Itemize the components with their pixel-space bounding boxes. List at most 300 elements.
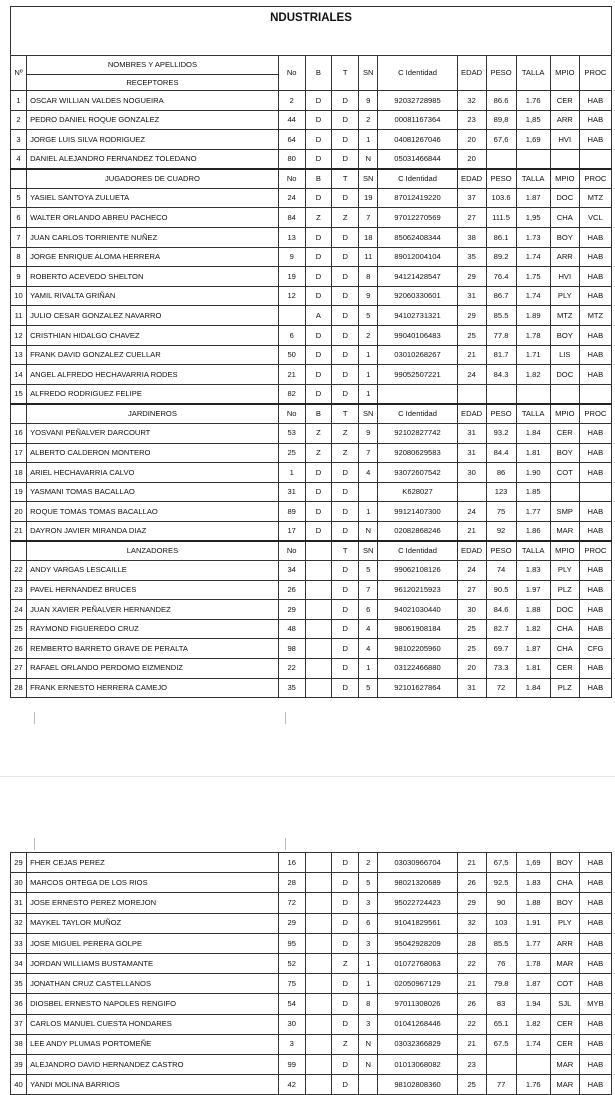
cell-row-number: 11 <box>11 306 27 326</box>
cell-age: 21 <box>457 853 486 873</box>
cell-sn: 2 <box>359 110 378 130</box>
section-header-height: TALLA <box>516 169 550 188</box>
cell-throws: D <box>332 933 359 953</box>
section-header-row <box>11 404 612 423</box>
cell-bats <box>305 600 332 620</box>
cell-throws: D <box>332 188 359 208</box>
section-header-height: TALLA <box>516 404 550 423</box>
table-row <box>11 1075 612 1095</box>
cell-player-name: DANIEL ALEJANDRO FERNANDEZ TOLEDANO <box>27 149 279 169</box>
cell-municipality <box>550 149 579 169</box>
cell-player-name: WALTER ORLANDO ABREU PACHECO <box>27 208 279 228</box>
cell-sn: 1 <box>359 130 378 150</box>
cell-row-number: 3 <box>11 130 27 150</box>
cell-row-number: 7 <box>11 228 27 248</box>
cell-weight: 86.1 <box>486 228 516 248</box>
cell-province: HAB <box>579 110 611 130</box>
cell-id-number: 95022724423 <box>378 893 457 913</box>
cell-bats <box>305 1075 332 1095</box>
cell-player-name: YAMIL RIVALTA GRIÑAN <box>27 286 279 306</box>
cell-bats <box>305 873 332 893</box>
cell-id-number: 03122466880 <box>378 658 457 678</box>
table-row <box>11 188 612 208</box>
cell-id-number: 91041829561 <box>378 913 457 933</box>
cell-player-name: LEE ANDY PLUMAS PORTOMEÑE <box>27 1034 279 1054</box>
table-row <box>11 953 612 973</box>
cell-province: HAB <box>579 423 611 443</box>
cell-throws: D <box>332 853 359 873</box>
cell-sn: 3 <box>359 893 378 913</box>
cell-jersey-number: 28 <box>278 873 305 893</box>
cell-row-number: 39 <box>11 1054 27 1074</box>
cell-province: HAB <box>579 91 611 111</box>
cell-throws: D <box>332 1054 359 1074</box>
cell-id-number: 92060330601 <box>378 286 457 306</box>
cell-municipality: MAR <box>550 1075 579 1095</box>
table-row <box>11 893 612 913</box>
cell-player-name: YOSVANI PEÑALVER DARCOURT <box>27 423 279 443</box>
cell-sn: 5 <box>359 560 378 580</box>
cell-sn: 8 <box>359 267 378 287</box>
cell-row-number: 16 <box>11 423 27 443</box>
cell-weight: 72 <box>486 678 516 698</box>
cell-height: 1.83 <box>516 560 550 580</box>
cell-province: HAB <box>579 1054 611 1074</box>
cell-jersey-number: 84 <box>278 208 305 228</box>
section-header-id-number: C Identidad <box>378 169 457 188</box>
cell-row-number: 30 <box>11 873 27 893</box>
cell-province <box>579 482 611 502</box>
cell-throws: D <box>332 345 359 365</box>
cell-age: 29 <box>457 893 486 913</box>
cell-sn: 5 <box>359 306 378 326</box>
cell-sn: 1 <box>359 365 378 385</box>
cell-jersey-number: 50 <box>278 345 305 365</box>
cell-row-number: 1 <box>11 91 27 111</box>
cell-age: 31 <box>457 443 486 463</box>
cell-height: 1.76 <box>516 1075 550 1095</box>
cell-player-name: ALBERTO CALDERON MONTERO <box>27 443 279 463</box>
cell-player-name: RAYMOND FIGUEREDO CRUZ <box>27 619 279 639</box>
cell-municipality: BOY <box>550 326 579 346</box>
cell-age: 31 <box>457 678 486 698</box>
cell-weight: 111.5 <box>486 208 516 228</box>
cell-jersey-number: 22 <box>278 658 305 678</box>
cell-height: 1.87 <box>516 188 550 208</box>
cell-height: 1.91 <box>516 913 550 933</box>
section-header-jersey-number: No <box>278 541 305 560</box>
cell-row-number: 13 <box>11 345 27 365</box>
cell-sn: 3 <box>359 933 378 953</box>
cell-municipality: MAR <box>550 1054 579 1074</box>
cell-weight: 103 <box>486 913 516 933</box>
cell-height: 1.74 <box>516 1034 550 1054</box>
cell-bats <box>305 639 332 659</box>
cell-row-number: 24 <box>11 600 27 620</box>
cell-player-name: JORGE ENRIQUE ALOMA HERRERA <box>27 247 279 267</box>
header-talla: TALLA <box>516 56 550 91</box>
section-header-throws: T <box>332 541 359 560</box>
cell-municipality: BOY <box>550 893 579 913</box>
cell-id-number: 01041268446 <box>378 1014 457 1034</box>
cell-jersey-number: 2 <box>278 91 305 111</box>
cell-player-name: JUAN XAVIER PEÑALVER HERNANDEZ <box>27 600 279 620</box>
cell-height: 1.87 <box>516 974 550 994</box>
cell-bats <box>305 953 332 973</box>
section-label: LANZADORES <box>27 541 279 560</box>
cell-player-name: DIOSBEL ERNESTO NAPOLES RENGIFO <box>27 994 279 1014</box>
cell-height: 1.90 <box>516 463 550 483</box>
cell-weight: 81.7 <box>486 345 516 365</box>
cell-player-name: CRISTHIAN HIDALGO CHAVEZ <box>27 326 279 346</box>
cell-id-number: 98021320689 <box>378 873 457 893</box>
cell-sn: 1 <box>359 345 378 365</box>
cell-weight: 79.8 <box>486 974 516 994</box>
roster-table-continued <box>10 852 612 1095</box>
cell-weight <box>486 384 516 404</box>
cell-throws: D <box>332 110 359 130</box>
cell-jersey-number: 9 <box>278 247 305 267</box>
section-header-province: PROC <box>579 169 611 188</box>
table-row <box>11 913 612 933</box>
cell-height: 1.84 <box>516 678 550 698</box>
cell-player-name: FRANK DAVID GONZALEZ CUELLAR <box>27 345 279 365</box>
roster-table <box>10 6 612 698</box>
cell-throws: D <box>332 306 359 326</box>
cell-player-name: YASMANI TOMAS BACALLAO <box>27 482 279 502</box>
cell-bats: D <box>305 521 332 541</box>
cell-municipality <box>550 482 579 502</box>
cell-height: 1,95 <box>516 208 550 228</box>
cell-weight: 86.7 <box>486 286 516 306</box>
cell-row-number: 20 <box>11 502 27 522</box>
table-row <box>11 228 612 248</box>
cell-height: 1.74 <box>516 286 550 306</box>
cell-jersey-number: 1 <box>278 463 305 483</box>
cell-age: 31 <box>457 286 486 306</box>
cell-sn: N <box>359 149 378 169</box>
cell-weight <box>486 1054 516 1074</box>
cell-age: 20 <box>457 130 486 150</box>
table-row <box>11 678 612 698</box>
table-row <box>11 110 612 130</box>
cell-province: HAB <box>579 560 611 580</box>
cell-row-number: 21 <box>11 521 27 541</box>
cell-province: HAB <box>579 228 611 248</box>
cell-municipality: CER <box>550 658 579 678</box>
cell-bats: D <box>305 91 332 111</box>
section-header-id-number: C Identidad <box>378 404 457 423</box>
cell-throws: D <box>332 502 359 522</box>
cell-age: 20 <box>457 658 486 678</box>
cell-weight: 69.7 <box>486 639 516 659</box>
cell-throws: D <box>332 639 359 659</box>
cell-throws: D <box>332 228 359 248</box>
cell-row-number: 33 <box>11 933 27 953</box>
cell-municipality: SMP <box>550 502 579 522</box>
cell-jersey-number: 54 <box>278 994 305 1014</box>
cell-height: 1.86 <box>516 521 550 541</box>
section-header-sn: SN <box>359 169 378 188</box>
cell-age: 25 <box>457 639 486 659</box>
cell-weight: 92.5 <box>486 873 516 893</box>
cell-province: HAB <box>579 1075 611 1095</box>
section-header-height: TALLA <box>516 541 550 560</box>
cell-height: 1.82 <box>516 365 550 385</box>
cell-weight <box>486 149 516 169</box>
cell-municipality: MTZ <box>550 306 579 326</box>
cell-bats <box>305 853 332 873</box>
cell-player-name: JUAN CARLOS TORRIENTE NUÑEZ <box>27 228 279 248</box>
cell-weight: 67.5 <box>486 1034 516 1054</box>
table-row <box>11 443 612 463</box>
table-row <box>11 326 612 346</box>
header-t: T <box>332 56 359 91</box>
header-edad: EDAD <box>457 56 486 91</box>
cell-row-number: 17 <box>11 443 27 463</box>
cell-province: HAB <box>579 658 611 678</box>
cell-sn <box>359 482 378 502</box>
cell-age: 37 <box>457 188 486 208</box>
cell-bats: D <box>305 326 332 346</box>
header-b: B <box>305 56 332 91</box>
cell-bats: Z <box>305 208 332 228</box>
cell-height: 1.88 <box>516 600 550 620</box>
cell-municipality: DOC <box>550 600 579 620</box>
cell-province: HAB <box>579 326 611 346</box>
cell-province: HAB <box>579 463 611 483</box>
cell-row-number: 37 <box>11 1014 27 1034</box>
cell-throws: D <box>332 619 359 639</box>
cell-throws: Z <box>332 443 359 463</box>
cell-province: MYB <box>579 994 611 1014</box>
section-header-weight: PESO <box>486 541 516 560</box>
cell-id-number: 01013068082 <box>378 1054 457 1074</box>
table-row <box>11 247 612 267</box>
cell-sn: 1 <box>359 974 378 994</box>
section-num-blank <box>11 404 27 423</box>
cell-age: 23 <box>457 110 486 130</box>
cell-player-name: ANDY VARGAS LESCAILLE <box>27 560 279 580</box>
cell-id-number: 92101627864 <box>378 678 457 698</box>
table-row <box>11 384 612 404</box>
cell-weight: 83 <box>486 994 516 1014</box>
section-header-row <box>11 541 612 560</box>
cell-municipality: BOY <box>550 228 579 248</box>
cell-weight: 86 <box>486 463 516 483</box>
cell-throws: D <box>332 600 359 620</box>
cell-height: 1.84 <box>516 423 550 443</box>
table-row <box>11 130 612 150</box>
cell-height: 1.88 <box>516 893 550 913</box>
cell-height: 1.85 <box>516 482 550 502</box>
cell-weight: 84.3 <box>486 365 516 385</box>
cell-province: HAB <box>579 933 611 953</box>
cell-municipality: CER <box>550 1014 579 1034</box>
cell-sn <box>359 1075 378 1095</box>
cell-province: HAB <box>579 1034 611 1054</box>
header-no: No <box>278 56 305 91</box>
cell-jersey-number: 75 <box>278 974 305 994</box>
cell-id-number <box>378 384 457 404</box>
cell-bats <box>305 678 332 698</box>
cell-jersey-number: 31 <box>278 482 305 502</box>
cell-sn: 2 <box>359 853 378 873</box>
cell-age: 26 <box>457 994 486 1014</box>
cell-age: 31 <box>457 423 486 443</box>
cell-weight: 74 <box>486 560 516 580</box>
cell-sn: N <box>359 521 378 541</box>
cell-id-number: 98102205960 <box>378 639 457 659</box>
cell-sn: N <box>359 1054 378 1074</box>
cell-player-name: DAYRON JAVIER MIRANDA DIAZ <box>27 521 279 541</box>
page-divider <box>0 776 615 777</box>
cell-province: MTZ <box>579 306 611 326</box>
cell-height: 1.77 <box>516 502 550 522</box>
cell-weight: 77.8 <box>486 326 516 346</box>
section-num-blank <box>11 541 27 560</box>
section-header-bats <box>305 541 332 560</box>
cell-province: MTZ <box>579 188 611 208</box>
table-row <box>11 994 612 1014</box>
cell-sn: 1 <box>359 658 378 678</box>
cell-bats <box>305 580 332 600</box>
cell-age: 24 <box>457 502 486 522</box>
cell-row-number: 6 <box>11 208 27 228</box>
cell-bats <box>305 1014 332 1034</box>
cell-throws: D <box>332 913 359 933</box>
cell-bats: D <box>305 286 332 306</box>
section-header-weight: PESO <box>486 169 516 188</box>
cell-throws: D <box>332 482 359 502</box>
cell-municipality: ARR <box>550 247 579 267</box>
cell-player-name: ANGEL ALFREDO HECHAVARRIA RODES <box>27 365 279 385</box>
cell-player-name: YANDI MOLINA BARRIOS <box>27 1075 279 1095</box>
cell-sn: 9 <box>359 91 378 111</box>
cell-bats: D <box>305 365 332 385</box>
cell-sn: 11 <box>359 247 378 267</box>
cell-weight: 77 <box>486 1075 516 1095</box>
cell-bats: D <box>305 247 332 267</box>
cell-height: 1.87 <box>516 639 550 659</box>
section-header-bats: B <box>305 169 332 188</box>
cell-player-name: YASIEL SANTOYA ZULUETA <box>27 188 279 208</box>
cell-weight: 76.4 <box>486 267 516 287</box>
section-label: JARDINEROS <box>27 404 279 423</box>
cell-row-number: 36 <box>11 994 27 1014</box>
cell-province: HAB <box>579 974 611 994</box>
cell-height <box>516 384 550 404</box>
cell-bats <box>305 994 332 1014</box>
cell-weight: 73.3 <box>486 658 516 678</box>
cell-weight: 123 <box>486 482 516 502</box>
cell-player-name: MAYKEL TAYLOR MUÑOZ <box>27 913 279 933</box>
cell-age: 23 <box>457 1054 486 1074</box>
cell-row-number: 10 <box>11 286 27 306</box>
section-header-jersey-number: No <box>278 404 305 423</box>
cell-row-number: 28 <box>11 678 27 698</box>
cell-id-number: 03030966704 <box>378 853 457 873</box>
cell-age: 32 <box>457 913 486 933</box>
section-header-province: PROC <box>579 541 611 560</box>
cell-id-number: 98102808360 <box>378 1075 457 1095</box>
cell-municipality: SJL <box>550 994 579 1014</box>
cell-jersey-number: 44 <box>278 110 305 130</box>
cell-throws: D <box>332 893 359 913</box>
cell-row-number: 23 <box>11 580 27 600</box>
cell-province: HAB <box>579 893 611 913</box>
cell-player-name: ALEJANDRO DAVID HERNANDEZ CASTRO <box>27 1054 279 1074</box>
cell-bats: D <box>305 345 332 365</box>
cell-jersey-number: 98 <box>278 639 305 659</box>
cell-province: HAB <box>579 853 611 873</box>
cell-jersey-number: 48 <box>278 619 305 639</box>
cell-player-name: CARLOS MANUEL CUESTA HONDARES <box>27 1014 279 1034</box>
cell-jersey-number: 29 <box>278 913 305 933</box>
cell-row-number: 22 <box>11 560 27 580</box>
cell-weight: 85.5 <box>486 933 516 953</box>
cell-bats: D <box>305 267 332 287</box>
cell-height: 1,69 <box>516 130 550 150</box>
cell-id-number: 93072607542 <box>378 463 457 483</box>
cell-sn: 7 <box>359 208 378 228</box>
cell-bats <box>305 893 332 913</box>
cell-throws: D <box>332 149 359 169</box>
cell-throws: D <box>332 130 359 150</box>
cell-municipality: PLZ <box>550 678 579 698</box>
cell-province: HAB <box>579 873 611 893</box>
cell-jersey-number: 34 <box>278 560 305 580</box>
cell-municipality: HVI <box>550 267 579 287</box>
cell-municipality: CER <box>550 91 579 111</box>
cell-province: HAB <box>579 267 611 287</box>
cell-id-number: 87012419220 <box>378 188 457 208</box>
table-row <box>11 974 612 994</box>
cell-province: HAB <box>579 953 611 973</box>
cell-sn: 5 <box>359 678 378 698</box>
cell-jersey-number: 82 <box>278 384 305 404</box>
cell-throws: D <box>332 91 359 111</box>
cell-jersey-number: 6 <box>278 326 305 346</box>
cell-throws: D <box>332 580 359 600</box>
section-header-municipality: MPIO <box>550 404 579 423</box>
cell-weight: 103.6 <box>486 188 516 208</box>
table-row <box>11 208 612 228</box>
cell-row-number: 19 <box>11 482 27 502</box>
table-row <box>11 149 612 169</box>
cell-id-number: 98061908184 <box>378 619 457 639</box>
cell-height: 1,85 <box>516 110 550 130</box>
section-header-sn: SN <box>359 541 378 560</box>
cell-id-number: 01072768063 <box>378 953 457 973</box>
cell-player-name: JOSE MIGUEL PERERA GOLPE <box>27 933 279 953</box>
cell-weight: 82.7 <box>486 619 516 639</box>
cell-id-number: 92102827742 <box>378 423 457 443</box>
cell-id-number: 94121428547 <box>378 267 457 287</box>
cell-row-number: 32 <box>11 913 27 933</box>
cell-province: HAB <box>579 286 611 306</box>
cell-id-number: 05031466844 <box>378 149 457 169</box>
cell-age: 30 <box>457 600 486 620</box>
cell-age: 27 <box>457 580 486 600</box>
cell-throws: D <box>332 1014 359 1034</box>
cell-throws: Z <box>332 1034 359 1054</box>
header-proc: PROC <box>579 56 611 91</box>
cell-row-number: 29 <box>11 853 27 873</box>
cell-bats: D <box>305 502 332 522</box>
cell-municipality: CHA <box>550 873 579 893</box>
cell-jersey-number: 24 <box>278 188 305 208</box>
